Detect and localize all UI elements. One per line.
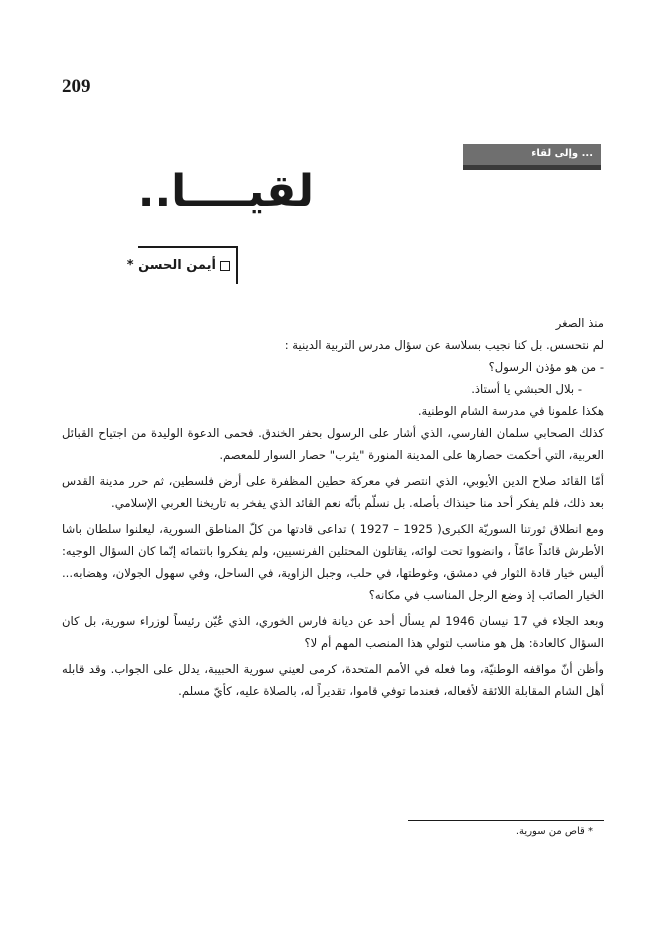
author-line xyxy=(127,258,230,273)
author-block xyxy=(126,246,238,284)
section-banner xyxy=(463,144,601,170)
page-number: 209 xyxy=(62,76,91,97)
paragraph: وأظن أنّ مواقفه الوطنيّة، وما فعله في الأمم المتحدة، كرمى لعيني سورية الحبيبة، يدلل على الجواب. وقد قابله أهل الشام المقابلة اللائقة لأفعاله، فعندما توفي قاموا، تقديراً له، بالصلاة عليه، كأيّ مسلم. xyxy=(62,662,604,698)
paragraph: وبعد الجلاء في 17 نيسان 1946 لم يسأل أحد عن ديانة فارس الخوري، الذي عُيّن رئيساً لوزراء سورية، بل كان السؤال كالعادة: هل هو مناسب لتولي هذا المنصب المهم أم لا؟ xyxy=(62,614,604,650)
paragraph: هكذا علمونا في مدرسة الشام الوطنية. xyxy=(417,404,604,418)
footnote-divider xyxy=(408,820,604,821)
paragraph: ومع انطلاق ثورتنا السوريّة الكبرى( 1925 – 1927 ) تداعى قادتها من كلّ المناطق السورية، ليعلنوا سلطان باشا الأطرش قائداً عامّاً ، وانضووا تحت لوائه، يقاتلون المحتلين الفرنسيين، ولم يفكروا بانتمائه إنّما كان السؤال الوجيه: أليس خيار قادة الثوار في دمشق، وغوطتها، في حلب، وجبل الزاوية، في الساحل، وفي سهول الجولان، وهضابه... الخيار الصائب إذ وضع الرجل المناسب في مكانه؟ xyxy=(62,522,604,602)
paragraph: لم نتحسس. بل كنا نجيب بسلاسة عن سؤال مدرس التربية الدينية : xyxy=(284,338,604,352)
section-label: ... وإلى لقاء xyxy=(531,148,593,159)
paragraph: كذلك الصحابي سلمان الفارسي، الذي أشار على الرسول بحفر الخندق. فحمى الدعوة الوليدة من اجتياح القبائل العربية، التي أحكمت حصارها على المدينة المنورة "يثرب" حصار السوار للمعصم. xyxy=(62,426,604,462)
paragraph: أمّا القائد صلاح الدين الأيوبي، الذي انتصر في معركة حطين المظفرة على أرض فلسطين، ثم حرر مدينة القدس بعد ذلك، فلم يفكر أحد منا حينذاك بأصله. بل نسلّم بأنّه نعم القائد الذي يفخر به تاريخنا العربي الإسلامي. xyxy=(62,474,604,510)
paragraph: - بلال الحبشي يا أستاذ. xyxy=(471,382,582,396)
paragraph: منذ الصغر xyxy=(555,316,604,330)
article-title: لقيــــا.. xyxy=(137,166,314,217)
paragraph: - من هو مؤذن الرسول؟ xyxy=(488,360,604,374)
article-body xyxy=(62,312,604,702)
footnote: * قاص من سورية. xyxy=(515,826,593,837)
checkbox-square-icon xyxy=(220,261,230,271)
author-name: أيمن الحسن * xyxy=(126,258,216,273)
